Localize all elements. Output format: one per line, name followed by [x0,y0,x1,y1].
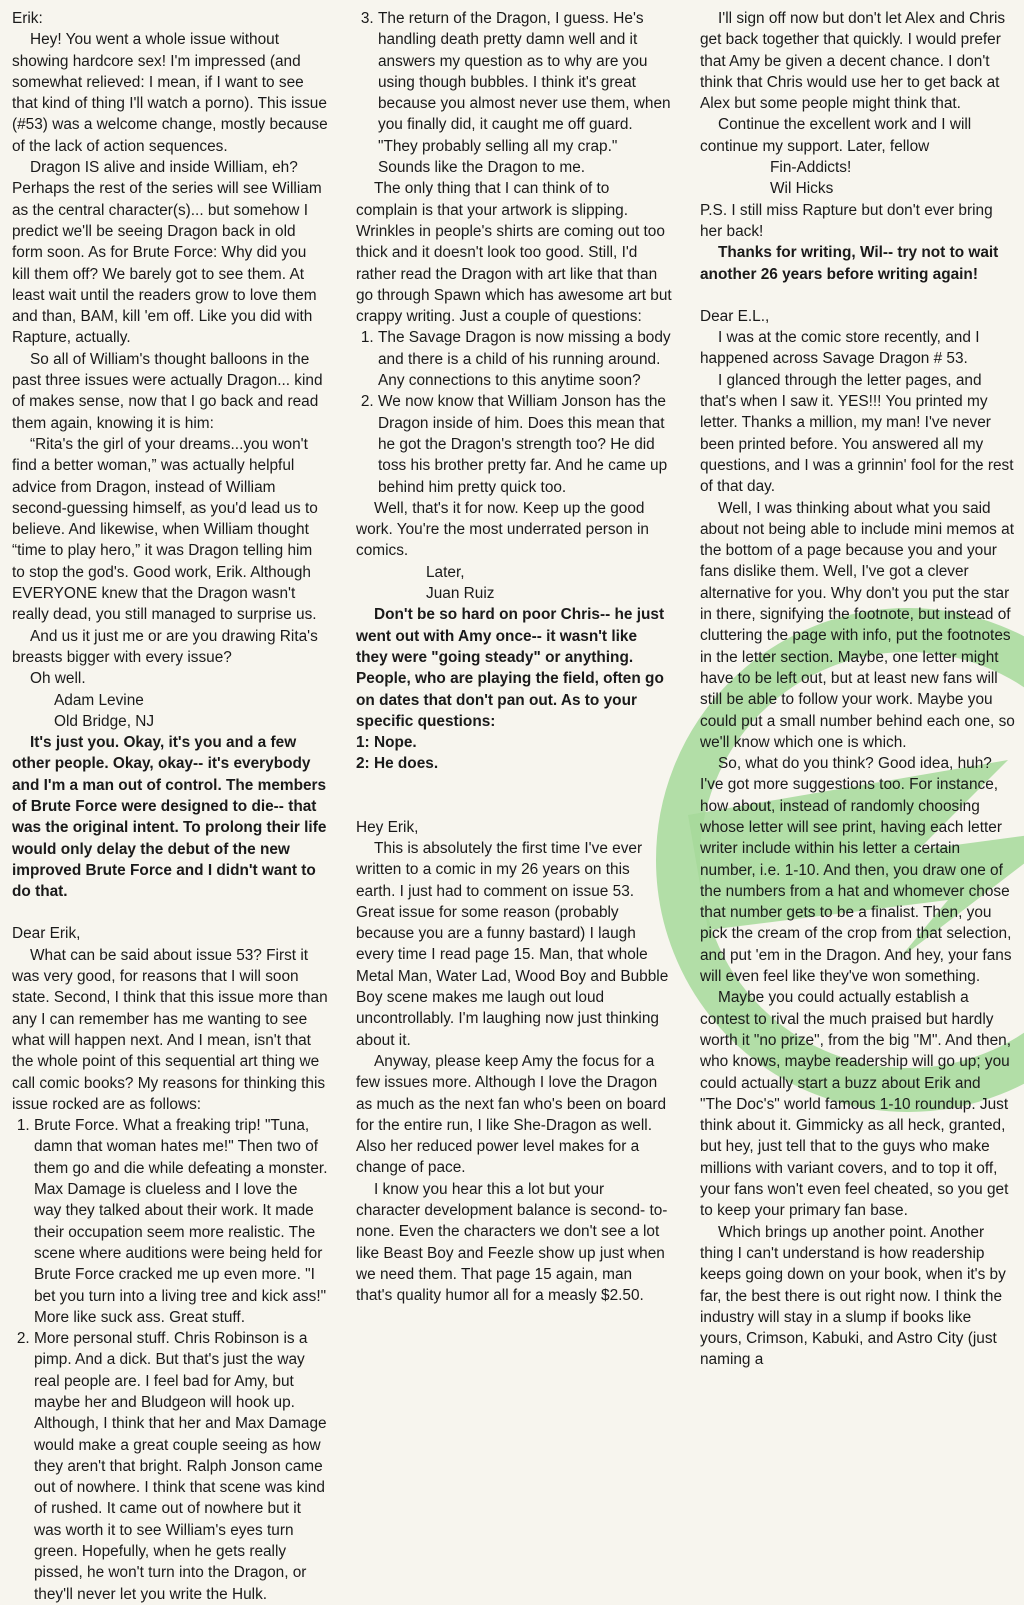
letter-paragraph: So all of William's thought balloons in the past three issues were actually Dragon... kind of makes sense, now that I go back and read them again, knowing it is him: [12,350,323,432]
signature-location: Old Bridge, NJ [54,712,155,730]
letter-paragraph: So, what do you think? Good idea, huh? I've got more suggestions too. For instance, how about, instead of randomly choosing whose letter will see print, having each letter writer include within his letter a certain number, i.e. 1-10. And then, you draw one of the numbers from a hat and whomever chose that number gets to be a finalist. Then, you pick the cream of the crop from that selection, and put 'em in the Dragon. And hey, your fans will even feel like they've won something. [700,755,1012,986]
list-item: 1. The Savage Dragon is now missing a body and there is a child of his running around. Any connections to this anytime soon? [378,327,672,391]
letter-paragraph: Well, that's it for now. Keep up the good work. You're the most underrated person in comics. [356,499,649,560]
letters-page [12,8,1016,1603]
salutation: Erik: [12,10,43,27]
editor-answer: 1: Nope. [356,734,417,752]
question-list [356,327,672,497]
letter-paragraph: Hey! You went a whole issue without showing hardcore sex! I'm impressed (and somewhat relieved: I mean, if I want to see that kind of thing I'll watch a porno). This issue (#53) was a welcome change, mostly because of the lack of action sequences. [12,31,328,155]
list-item: 2. More personal stuff. Chris Robinson is a pimp. And a dick. But that's just the way real people are. I feel bad for Amy, but maybe her and Bludgeon will hook up. Although, I think that her and Max Damage would make a great couple seeing as how they aren't that bright. Ralph Jonson came out of nowhere. I think that scene was kind of rushed. It came out of nowhere but it was worth it to see William's eyes turn green. Hopefully, when he gets really pissed, he won't turn into the Dragon, or they'll never let you write the Hulk. [34,1328,328,1605]
letter-paragraph: Dragon IS alive and inside William, eh? Perhaps the rest of the series will see William as the central character(s)... but somehow I predict we'll be seeing Dragon back in old form soon. As for Brute Force: Why did you kill them off? We barely got to see them. At least wait until the readers grow to love them and than, BAM, kill 'em off. Like you did with Rapture, actually. [12,159,322,347]
letter-paragraph: What can be said about issue 53? First it was very good, for reasons that I will soon state. Second, I think that this issue more than any I can remember has me wanting to see what will happen next. And I mean, isn't that the whole point of this sequential art thing we call comic books? My reasons for thinking this issue rocked are as follows: [12,946,328,1113]
letter-paragraph: And us it just me or are you drawing Rita's breasts bigger with every issue? [12,627,318,666]
letter-paragraph: I was at the comic store recently, and I happened across Savage Dragon # 53. [700,329,980,368]
editor-answer: 2: He does. [356,755,439,773]
salutation: Dear E.L., [700,307,770,325]
numbered-list-continued [356,8,672,178]
signature-name: Juan Ruiz [426,585,495,603]
postscript: P.S. I still miss Rapture but don't ever bring her back! [700,201,993,240]
list-item: 1. Brute Force. What a freaking trip! "Tuna, damn that woman hates me!" Then two of them go and die while defeating a monster. Max Damage is clueless and I love the way they talked about their work. It made their occupation seem more realistic. The scene where auditions were being held for Brute Force cracked me up even more. "I bet you turn into a living tree and kick ass!" More like suck ass. Great stuff. [34,1115,328,1328]
list-item: 3. The return of the Dragon, I guess. He's handling death pretty damn well and it answers my question as to why are you using though bubbles. I think it's great because you almost never use them, when you finally did, it caught me off guard. "They probably selling all my crap." Sounds like the Dragon to me. [378,8,672,178]
column-2 [356,8,672,1588]
list-item: 2. We now know that William Jonson has the Dragon inside of him. Does this mean that he got the Dragon's strength too? He did toss his brother pretty far. And he came up behind him pretty quick too. [378,391,672,497]
letter-paragraph: I know you hear this a lot but your character development balance is second- to-none. Even the characters we don't see a lot like Beast Boy and Feezle show up just when we need them. That page 15 again, man that's quality humor all for a measly $2.50. [356,1180,668,1305]
salutation: Hey Erik, [356,818,419,836]
signature-closing: Later, [426,563,465,581]
letter-paragraph: Oh well. [30,670,86,688]
numbered-list [12,1115,328,1605]
editor-reply: It's just you. Okay, it's you and a few other people. Okay, okay-- it's everybody and I'm a man out of control. The members of Brute Force were designed to die-- that was the original intent. To prolong their life would only delay the debut of the new improved Brute Force and I didn't want to do that. [12,734,327,901]
column-3 [700,8,1016,1588]
signature-name: Wil Hicks [770,180,834,198]
letter-paragraph: Maybe you could actually establish a contest to rival the much praised but hardly worth it "no prize", from the big "M". And then, who knows, maybe readership will go up; you could actually start a buzz about Erik and "The Doc's" world famous 1-10 roundup. Just think about it. Gimmicky as all heck, granted, but hey, just tell that to the guys who make millions with variant covers, and to top it off, your fans won't even feel cheated, so you get to keep your primary fan base. [700,989,1011,1220]
letter-paragraph: Which brings up another point. Another thing I can't understand is how readership keeps going down on your book, when it's by far, the best there is out right now. I think the industry will stay in a slump if books like yours, Crimson, Kabuki, and Astro City (just naming a [700,1223,1006,1369]
letter-paragraph: This is absolutely the first time I've ever written to a comic in my 26 years on this earth. I just had to comment on issue 53. Great issue for some reason (probably because you are a funny bastard) I laugh every time I read page 15. Man, that whole Metal Man, Water Lad, Wood Boy and Bubble Boy scene makes me laugh out loud uncontrollably. I'm laughing now just thinking about it. [356,839,669,1049]
letter-paragraph: I glanced through the letter pages, and that's when I saw it. YES!!! You printed my letter. Thanks a million, my man! I've never been printed before. You answered all my questions, and I was a grinnin' fool for the rest of that day. [700,371,1014,496]
editor-reply: Don't be so hard on poor Chris-- he just went out with Amy once-- it wasn't like they were "going steady" or anything. People, who are playing the field, often go on dates that don't pan out. As to your specific questions: [356,606,665,730]
letter-paragraph: Well, I was thinking about what you said about not being able to include mini memos at the bottom of a page because you and your fans dislike them. Well, I've got a clever alternative for you. Why don't you put the star in there, signifying the footnote, but instead of cluttering the page with info, put the footnotes in the letter section. Maybe, one letter might have to be left out, but at least new fans will still be able to follow your work. Maybe you could put a small number behind each one, so we'll know which one is which. [700,499,1015,751]
letter-paragraph: Continue the excellent work and I will continue my support. Later, fellow [700,116,972,155]
signature-name: Adam Levine [54,691,144,709]
salutation: Dear Erik, [12,925,81,943]
signature-line: Fin-Addicts! [770,159,852,177]
editor-reply: Thanks for writing, Wil-- try not to wait another 26 years before writing again! [700,244,999,283]
letter-paragraph: “Rita's the girl of your dreams...you won't find a better woman,” was actually helpful advice from Dragon, instead of William second-guessing himself, as you'd lead us to believe. And likewise, when William thought “time to play hero,” it was Dragon telling him to stop the god's. Good work, Erik. Although EVERYONE knew that the Dragon wasn't really dead, you still managed to surprise us. [12,435,318,624]
letter-paragraph: I'll sign off now but don't let Alex and Chris get back together that quickly. I would prefer that Amy be given a decent chance. I don't think that Chris would use her to get back at Alex but some people might think that. [700,10,1006,113]
letter-paragraph: The only thing that I can think of to complain is that your artwork is slipping. Wrinkles in people's shirts are coming out too thick and it doesn't look too good. Still, I'd rather read the Dragon with art like that than go through Spawn which has awesome art but crappy writing. Just a couple of questions: [356,180,672,326]
letter-paragraph: Anyway, please keep Amy the focus for a few issues more. Although I love the Dragon as much as the next fan who's been on board for the entire run, I like She-Dragon as well. Also her reduced power level makes for a change of pace. [356,1052,667,1177]
column-1 [12,8,328,1603]
